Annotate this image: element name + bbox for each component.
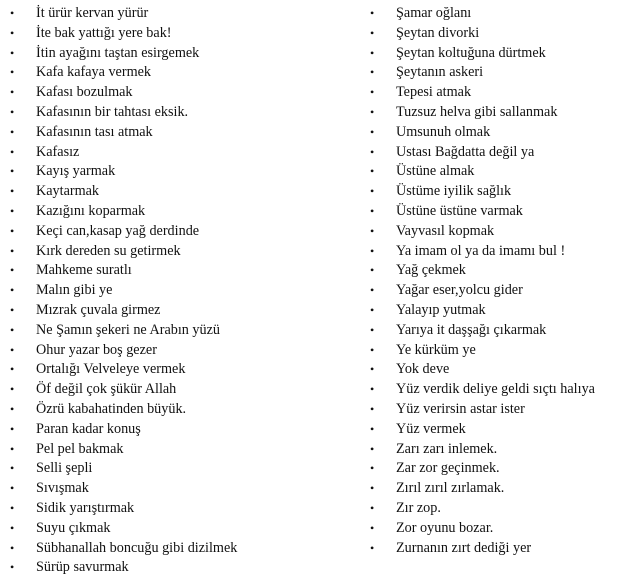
- bullet-icon: •: [10, 441, 15, 456]
- bullet-icon: •: [10, 65, 15, 80]
- bullet-icon: •: [370, 45, 375, 60]
- bullet-icon: •: [370, 203, 375, 218]
- bullet-icon: •: [370, 441, 375, 456]
- bullet-icon: •: [370, 65, 375, 80]
- bullet-icon: •: [10, 461, 15, 476]
- bullet-icon: •: [10, 144, 15, 159]
- bullet-icon: •: [10, 362, 15, 377]
- list-item: [366, 261, 621, 281]
- list-item: [6, 341, 358, 361]
- list-item: [366, 380, 621, 400]
- idiom-text: Kafasının bir tahtası eksik.: [36, 103, 189, 120]
- bullet-icon: •: [370, 263, 375, 278]
- idiom-text: Tepesi atmak: [396, 84, 472, 101]
- bullet-icon: •: [370, 243, 375, 258]
- bullet-icon: •: [10, 302, 15, 317]
- list-item: [6, 202, 358, 222]
- list-item: [6, 519, 358, 539]
- list-item: [6, 143, 358, 163]
- bullet-icon: •: [370, 520, 375, 535]
- list-item: [6, 63, 358, 83]
- list-item: [6, 222, 358, 242]
- bullet-icon: •: [370, 25, 375, 40]
- bullet-icon: •: [370, 540, 375, 555]
- bullet-icon: •: [370, 461, 375, 476]
- list-item: [6, 261, 358, 281]
- list-item: [366, 360, 621, 380]
- list-item: [366, 24, 621, 44]
- bullet-icon: •: [10, 223, 15, 238]
- list-item: [6, 83, 358, 103]
- idiom-text: Sürüp savurmak: [36, 559, 129, 576]
- list-item: [6, 459, 358, 479]
- bullet-icon: •: [370, 104, 375, 119]
- idiom-text: Sübhanallah boncuğu gibi dizilmek: [36, 539, 238, 556]
- idiom-text: Sıvışmak: [36, 480, 89, 497]
- list-item: [6, 123, 358, 143]
- list-item: [366, 440, 621, 460]
- list-item: [366, 4, 621, 24]
- idiom-text: Kafa kafaya vermek: [36, 64, 152, 81]
- bullet-icon: •: [370, 223, 375, 238]
- idiom-text: Şeytan divorki: [396, 24, 480, 41]
- bullet-icon: •: [10, 203, 15, 218]
- idiom-text: Ne Şamın şekeri ne Arabın yüzü: [36, 321, 220, 338]
- list-item: [6, 321, 358, 341]
- bullet-icon: •: [370, 302, 375, 317]
- idiom-text: Vayvasıl kopmak: [396, 222, 495, 239]
- list-item: [6, 360, 358, 380]
- bullet-icon: •: [10, 540, 15, 555]
- idiom-text: Ortalığı Velveleye vermek: [36, 361, 186, 378]
- bullet-icon: •: [10, 25, 15, 40]
- idiom-text: Şamar oğlanı: [396, 5, 472, 21]
- idiom-text: Yalayıp yutmak: [396, 301, 486, 318]
- bullet-icon: •: [10, 500, 15, 515]
- bullet-icon: •: [370, 322, 375, 337]
- idiom-text: Mahkeme suratlı: [36, 262, 132, 279]
- idiom-text: Ye kürküm ye: [396, 341, 476, 358]
- idiom-text: Keçi can,kasap yağ derdinde: [36, 222, 200, 239]
- list-item: [366, 321, 621, 341]
- idiom-text: Şeytanın askeri: [396, 64, 484, 81]
- idiom-text: Paran kadar konuş: [36, 420, 141, 437]
- list-item: [366, 202, 621, 222]
- idiom-text: Sidik yarıştırmak: [36, 499, 135, 516]
- list-item: [6, 44, 358, 64]
- idiom-text: Ohur yazar boş gezer: [36, 341, 157, 358]
- bullet-icon: •: [370, 184, 375, 199]
- idiom-text: İtin ayağını taştan esirgemek: [36, 44, 200, 61]
- idiom-text: Zor oyunu bozar.: [396, 519, 494, 536]
- list-item: [366, 162, 621, 182]
- bullet-icon: •: [10, 184, 15, 199]
- list-item: [6, 103, 358, 123]
- idiom-text: Zır zop.: [396, 499, 441, 516]
- idiom-text: Ya imam ol ya da imamı bul !: [396, 242, 566, 259]
- bullet-icon: •: [10, 342, 15, 357]
- bullet-icon: •: [10, 164, 15, 179]
- idiom-text: Zurnanın zırt dediği yer: [396, 539, 532, 556]
- list-item: [6, 479, 358, 499]
- idioms-list-right: [366, 4, 621, 558]
- bullet-icon: •: [370, 144, 375, 159]
- list-item: [366, 539, 621, 559]
- list-item: [6, 4, 358, 24]
- bullet-icon: •: [10, 243, 15, 258]
- bullet-icon: •: [10, 124, 15, 139]
- idiom-text: Şeytan koltuğuna dürtmek: [396, 44, 546, 61]
- list-item: [366, 222, 621, 242]
- bullet-icon: •: [10, 283, 15, 298]
- bullet-icon: •: [370, 421, 375, 436]
- list-item: [6, 301, 358, 321]
- list-item: [366, 44, 621, 64]
- list-item: [6, 182, 358, 202]
- bullet-icon: •: [10, 560, 15, 575]
- idiom-text: Kayış yarmak: [36, 163, 116, 180]
- bullet-icon: •: [10, 520, 15, 535]
- list-item: [366, 519, 621, 539]
- idiom-text: Malın gibi ye: [36, 282, 113, 299]
- bullet-icon: •: [370, 164, 375, 179]
- idiom-text: Zarı zarı inlemek.: [396, 440, 498, 457]
- bullet-icon: •: [370, 401, 375, 416]
- bullet-icon: •: [370, 85, 375, 100]
- idiom-text: Mızrak çuvala girmez: [36, 301, 161, 318]
- idiom-text: Selli şepli: [36, 460, 93, 477]
- list-item: [6, 24, 358, 44]
- list-item: [6, 420, 358, 440]
- bullet-icon: •: [370, 283, 375, 298]
- list-item: [366, 499, 621, 519]
- idiom-text: Üstüne almak: [396, 163, 475, 180]
- list-item: [366, 420, 621, 440]
- bullet-icon: •: [10, 382, 15, 397]
- idiom-text: Pel pel bakmak: [36, 440, 124, 457]
- idiom-text: Umsunuh olmak: [396, 123, 491, 140]
- idiom-text: Zırıl zırıl zırlamak.: [396, 480, 505, 497]
- idiom-text: Yok deve: [396, 361, 450, 378]
- idiom-text: Zar zor geçinmek.: [396, 460, 500, 477]
- bullet-icon: •: [10, 104, 15, 119]
- idiom-text: Yüz verirsin astar ister: [396, 400, 525, 417]
- bullet-icon: •: [10, 481, 15, 496]
- list-item: [366, 143, 621, 163]
- idiom-text: Yarıya it daşşağı çıkarmak: [396, 321, 547, 338]
- list-item: [366, 301, 621, 321]
- idiom-text: Kazığını koparmak: [36, 202, 146, 219]
- idiom-text: Öf değil çok şükür Allah: [36, 381, 177, 398]
- idiom-text: Tuzsuz helva gibi sallanmak: [396, 103, 558, 120]
- bullet-icon: •: [370, 124, 375, 139]
- list-item: [366, 123, 621, 143]
- idiom-text: Kırk dereden su getirmek: [36, 242, 181, 259]
- list-item: [6, 558, 358, 578]
- idiom-text: Ustası Bağdatta değil ya: [396, 143, 535, 160]
- list-item: [366, 479, 621, 499]
- idiom-text: İt ürür kervan yürür: [36, 5, 149, 21]
- bullet-icon: •: [370, 382, 375, 397]
- bullet-icon: •: [10, 322, 15, 337]
- idiom-text: Kafasız: [36, 143, 80, 160]
- bullet-icon: •: [10, 263, 15, 278]
- idioms-list-left: [6, 4, 358, 578]
- idiom-text: Üstüme iyilik sağlık: [396, 183, 512, 200]
- idiom-text: Yüz vermek: [396, 420, 466, 437]
- list-item: [6, 440, 358, 460]
- list-item: [6, 242, 358, 262]
- idiom-text: Kaytarmak: [36, 183, 100, 200]
- bullet-icon: •: [370, 362, 375, 377]
- list-item: [6, 281, 358, 301]
- list-item: [366, 103, 621, 123]
- idiom-text: Kafasının tası atmak: [36, 123, 153, 140]
- list-item: [366, 83, 621, 103]
- list-item: [6, 162, 358, 182]
- bullet-icon: •: [10, 45, 15, 60]
- list-item: [366, 459, 621, 479]
- idiom-text: Yüz verdik deliye geldi sıçtı halıya: [396, 381, 595, 398]
- idiom-text: İte bak yattığı yere bak!: [36, 24, 172, 41]
- idiom-text: Yağ çekmek: [396, 262, 466, 279]
- list-item: [366, 242, 621, 262]
- list-item: [6, 400, 358, 420]
- list-item: [366, 182, 621, 202]
- idiom-text: Suyu çıkmak: [36, 519, 111, 536]
- bullet-icon: •: [370, 500, 375, 515]
- bullet-icon: •: [370, 6, 375, 20]
- list-item: [366, 63, 621, 83]
- bullet-icon: •: [370, 481, 375, 496]
- list-item: [6, 539, 358, 559]
- bullet-icon: •: [10, 85, 15, 100]
- idiom-text: Yağar eser,yolcu gider: [396, 282, 523, 299]
- idiom-text: Özrü kabahatinden büyük.: [36, 400, 187, 417]
- bullet-icon: •: [370, 342, 375, 357]
- idiom-text: Üstüne üstüne varmak: [396, 202, 523, 219]
- list-item: [366, 281, 621, 301]
- bullet-icon: •: [10, 6, 15, 20]
- idiom-text: Kafası bozulmak: [36, 84, 133, 101]
- bullet-icon: •: [10, 401, 15, 416]
- list-item: [6, 380, 358, 400]
- list-item: [366, 400, 621, 420]
- list-item: [6, 499, 358, 519]
- list-item: [366, 341, 621, 361]
- bullet-icon: •: [10, 421, 15, 436]
